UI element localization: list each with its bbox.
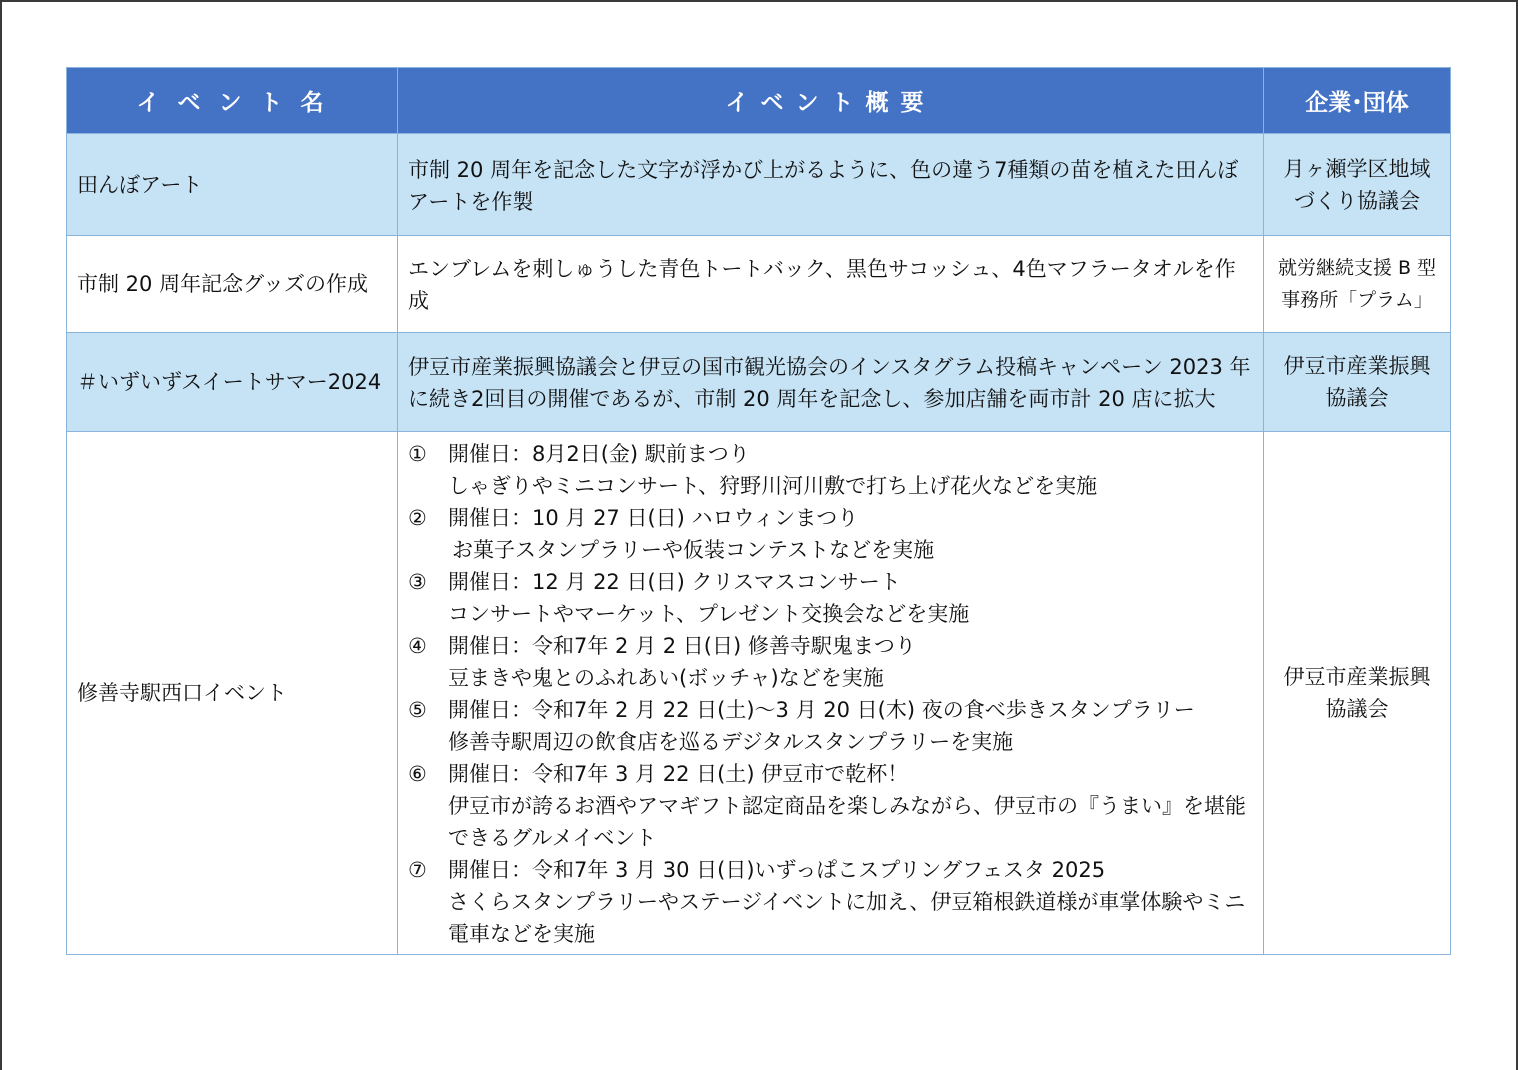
event-name: 修善寺駅西口イベント [67, 432, 398, 955]
list-item [408, 566, 1253, 630]
item-description: 伊豆市が誇るお酒やアマギフト認定商品を楽しみながら、伊豆市の『うまい』を堪能できるグルメイベント [448, 794, 1246, 850]
header-organization: 企業･団体 [1264, 68, 1451, 134]
item-description: さくらスタンプラリーやステージイベントに加え、伊豆箱根鉄道様が車掌体験やミニ電車などを実施 [448, 890, 1246, 946]
event-organization [1264, 134, 1451, 236]
event-summary-list [398, 432, 1264, 955]
table-row [67, 432, 1451, 955]
org-line: 伊豆市産業振興 [1283, 665, 1431, 689]
item-date-title: 開催日：12 月 22 日(日) クリスマスコンサート [448, 570, 901, 594]
org-line: 協議会 [1325, 697, 1389, 721]
event-name: ＃いずいずスイートサマー2024 [67, 333, 398, 432]
list-item [408, 854, 1253, 950]
item-number: ① [408, 442, 427, 466]
item-date-title: 開催日：令和7年 3 月 30 日(日)いずっぱこスプリングフェスタ 2025 [448, 858, 1106, 882]
item-description: コンサートやマーケット、プレゼント交換会などを実施 [448, 602, 970, 626]
item-date-title: 開催日：令和7年 2 月 2 日(日) 修善寺駅鬼まつり [448, 634, 916, 658]
list-item [408, 438, 1253, 502]
item-description: 豆まきや鬼とのふれあい(ボッチャ)などを実施 [448, 666, 884, 690]
event-summary: 伊豆市産業振興協議会と伊豆の国市観光協会のインスタグラム投稿キャンペーン 2023 年に続き2回目の開催であるが、市制 20 周年を記念し、参加店舗を両市計 20 店に拡大 [398, 333, 1264, 432]
org-line: 就労継続支援 B 型 [1277, 257, 1437, 279]
event-organization [1264, 236, 1451, 333]
org-line: 事務所「プラム」 [1281, 289, 1433, 311]
table-row [67, 333, 1451, 432]
list-item [408, 502, 1253, 566]
table-row [67, 134, 1451, 236]
org-line: づくり協議会 [1294, 188, 1420, 213]
item-date-title: 開催日：令和7年 3 月 22 日(土) 伊豆市で乾杯！ [448, 762, 909, 786]
header-event-summary: イベント概要 [398, 68, 1264, 134]
event-name: 田んぼアート [67, 134, 398, 236]
item-date-title: 開催日：10 月 27 日(日) ハロウィンまつり [448, 506, 859, 530]
item-number: ④ [408, 634, 427, 658]
table-header-row [67, 68, 1451, 134]
item-date-title: 開催日：令和7年 2 月 22 日(土)～3 月 20 日(木) 夜の食べ歩きスタンプラリー [448, 698, 1195, 722]
event-organization [1264, 432, 1451, 955]
item-number: ⑤ [408, 698, 427, 722]
list-item [408, 694, 1253, 758]
item-number: ② [408, 506, 427, 530]
event-name: 市制 20 周年記念グッズの作成 [67, 236, 398, 333]
item-description: 修善寺駅周辺の飲食店を巡るデジタルスタンプラリーを実施 [448, 730, 1014, 754]
org-line: 協議会 [1325, 386, 1389, 410]
org-line: 月ヶ瀬学区地域 [1283, 156, 1431, 181]
list-item [408, 630, 1253, 694]
item-number: ③ [408, 570, 427, 594]
item-description: しゃぎりやミニコンサート、狩野川河川敷で打ち上げ花火などを実施 [448, 474, 1098, 498]
event-organization [1264, 333, 1451, 432]
item-description: お菓子スタンプラリーや仮装コンテストなどを実施 [452, 538, 935, 562]
table-row [67, 236, 1451, 333]
org-line: 伊豆市産業振興 [1283, 354, 1431, 378]
header-event-name: イベント名 [67, 68, 398, 134]
item-number: ⑥ [408, 762, 427, 786]
list-item [408, 758, 1253, 854]
event-summary: 市制 20 周年を記念した文字が浮かび上がるように、色の違う7種類の苗を植えた田んぼアートを作製 [398, 134, 1264, 236]
item-number: ⑦ [408, 858, 427, 882]
item-date-title: 開催日：8月2日(金) 駅前まつり [448, 442, 750, 466]
events-table [66, 67, 1451, 955]
event-summary: エンブレムを刺しゅうした青色トートバック、黒色サコッシュ、4色マフラータオルを作成 [398, 236, 1264, 333]
